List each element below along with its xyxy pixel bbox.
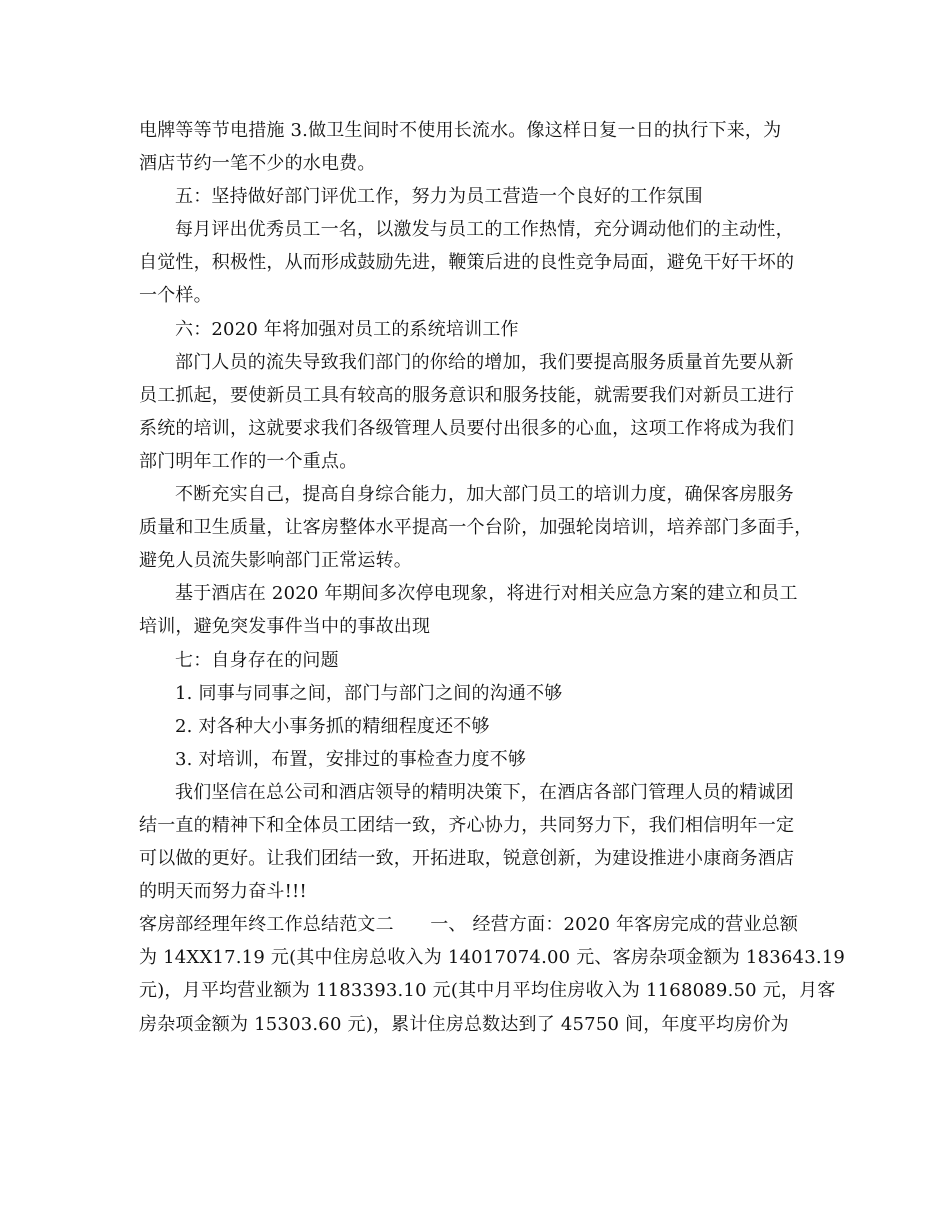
document-body xyxy=(139,114,846,1041)
text-line: 部门人员的流失导致我们部门的你给的增加，我们要提高服务质量首先要从新 xyxy=(175,351,794,373)
text-line: 六：2020 年将加强对员工的系统培训工作 xyxy=(175,318,519,340)
text-line: 2. 对各种大小事务抓的精细程度还不够 xyxy=(175,715,490,737)
text-line: 结一直的精神下和全体员工团结一致，齐心协力，共同努力下，我们相信明年一定 xyxy=(139,814,795,836)
text-line: 的明天而努力奋斗!!! xyxy=(139,881,307,903)
text-line: 每月评出优秀员工一名，以激发与员工的工作热情，充分调动他们的主动性， xyxy=(175,219,794,241)
text-line: 质量和卫生质量，让客房整体水平提高一个台阶，加强轮岗培训，培养部门多面手， xyxy=(139,517,813,539)
text-line: 不断充实自己，提高自身综合能力，加大部门员工的培训力度，确保客房服务 xyxy=(175,484,794,506)
text-line: 电牌等等节电措施 3.做卫生间时不使用长流水。像这样日复一日的执行下来，为 xyxy=(139,120,782,141)
text-line: 系统的培训，这就要求我们各级管理人员要付出很多的心血，这项工作将成为我们 xyxy=(139,417,795,439)
text-line: 房杂项金额为 15303.60 元)，累计住房总数达到了 45750 间，年度平均房价为 xyxy=(139,1013,789,1035)
text-line: 我们坚信在总公司和酒店领导的精明决策下，在酒店各部门管理人员的精诚团 xyxy=(175,781,794,803)
text-line: 客房部经理年终工作总结范文二 一、 经营方面：2020 年客房完成的营业总额 xyxy=(139,914,799,936)
text-line: 元)，月平均营业额为 1183393.10 元(其中月平均住房收入为 1168089.50 元，月客 xyxy=(139,980,836,1002)
text-line: 基于酒店在 2020 年期间多次停电现象，将进行对相关应急方案的建立和员工 xyxy=(175,583,798,605)
text-line: 1. 同事与同事之间，部门与部门之间的沟通不够 xyxy=(175,682,563,704)
text-line: 七：自身存在的问题 xyxy=(175,649,339,671)
text-line: 避免人员流失影响部门正常运转。 xyxy=(139,550,412,572)
text-line: 为 14XX17.19 元(其中住房总收入为 14017074.00 元、客房杂项金额为 183643.19 xyxy=(139,947,846,969)
text-line: 培训，避免突发事件当中的事故出现 xyxy=(139,616,431,638)
text-line: 自觉性，积极性，从而形成鼓励先进，鞭策后进的良性竞争局面，避免干好干坏的 xyxy=(139,252,795,274)
text-line: 3. 对培训，布置，安排过的事检查力度不够 xyxy=(175,748,527,770)
text-line: 五：坚持做好部门评优工作，努力为员工营造一个良好的工作氛围 xyxy=(175,186,703,208)
text-line: 部门明年工作的一个重点。 xyxy=(139,450,358,472)
text-line: 员工抓起，要使新员工具有较高的服务意识和服务技能，就需要我们对新员工进行 xyxy=(139,384,795,406)
text-line: 一个样。 xyxy=(139,285,212,307)
text-line: 可以做的更好。让我们团结一致，开拓进取，锐意创新，为建设推进小康商务酒店 xyxy=(139,848,795,870)
text-line: 酒店节约一笔不少的水电费。 xyxy=(139,153,376,175)
